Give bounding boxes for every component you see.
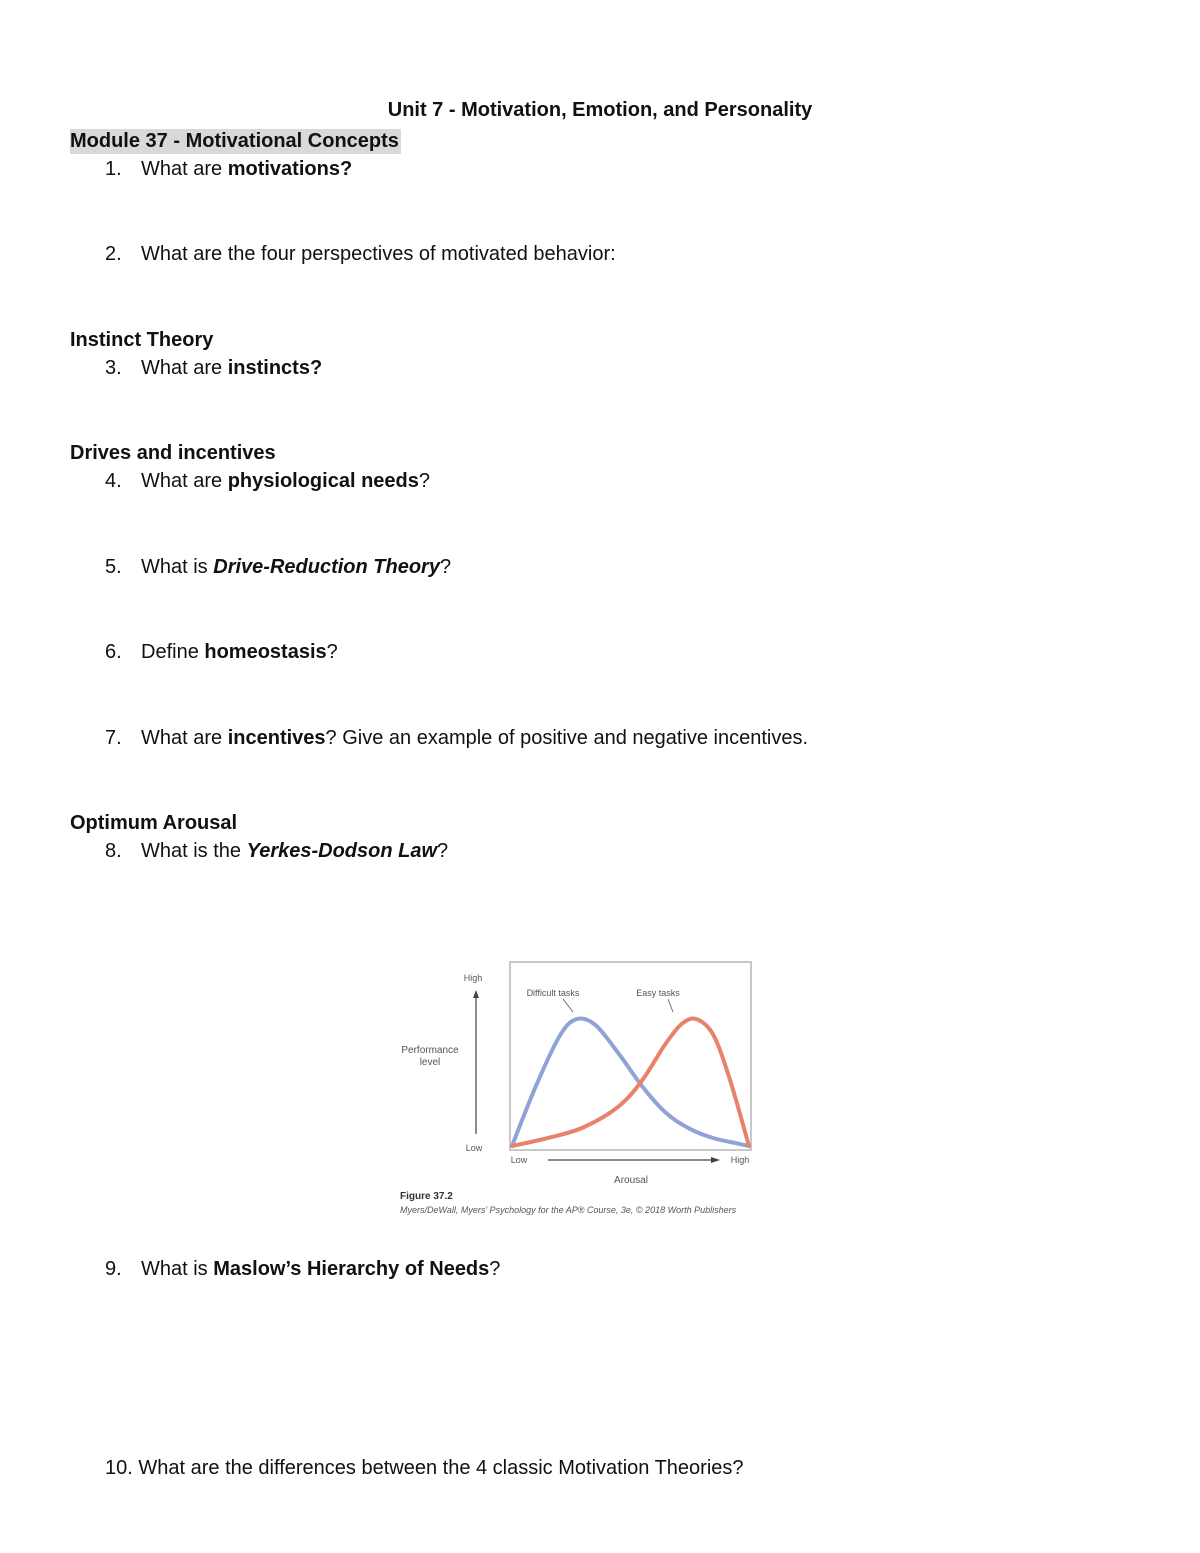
- figure-background: [368, 956, 832, 1218]
- section-instinct-theory: Instinct Theory: [70, 329, 214, 351]
- module-heading: Module 37 - Motivational Concepts: [70, 130, 399, 152]
- yerkes-dodson-figure: [368, 956, 832, 1218]
- question-4: 4. What are physiological needs?: [105, 470, 430, 492]
- section-drives-incentives: Drives and incentives: [70, 442, 276, 464]
- page-title: Unit 7 - Motivation, Emotion, and Personality: [387, 99, 813, 121]
- question-7: 7. What are incentives? Give an example of positive and negative incentives.: [105, 727, 809, 749]
- y-tick-high: High: [463, 973, 483, 983]
- question-6: 6. Define homeostasis?: [105, 641, 338, 663]
- x-tick-low: Low: [510, 1155, 528, 1165]
- question-9: 9. What is Maslow’s Hierarchy of Needs?: [105, 1258, 501, 1280]
- question-1: 1. What are motivations?: [105, 158, 353, 180]
- question-8: 8. What is the Yerkes-Dodson Law?: [105, 840, 449, 862]
- series-label-difficult-tasks: Difficult tasks: [526, 988, 580, 998]
- yerkes-dodson-chart: [368, 956, 832, 1218]
- y-axis-label-line1: Performance: [401, 1045, 459, 1056]
- question-3: 3. What are instincts?: [105, 357, 323, 379]
- question-10: 10. What are the differences between the 4 classic Motivation Theories?: [105, 1457, 744, 1479]
- y-tick-low: Low: [465, 1143, 483, 1153]
- question-2: 2. What are the four perspectives of motivated behavior:: [105, 243, 616, 265]
- question-5: 5. What is Drive-Reduction Theory?: [105, 556, 452, 578]
- x-axis-label: Arousal: [614, 1175, 648, 1186]
- figure-caption-source: Myers/DeWall, Myers' Psychology for the AP® Course, 3e, © 2018 Worth Publishers: [400, 1205, 737, 1215]
- y-axis-label-line2: level: [419, 1057, 441, 1068]
- figure-caption-title: Figure 37.2: [400, 1191, 453, 1202]
- x-tick-high: High: [730, 1155, 750, 1165]
- section-optimum-arousal: Optimum Arousal: [70, 812, 238, 834]
- series-label-easy-tasks: Easy tasks: [636, 988, 680, 998]
